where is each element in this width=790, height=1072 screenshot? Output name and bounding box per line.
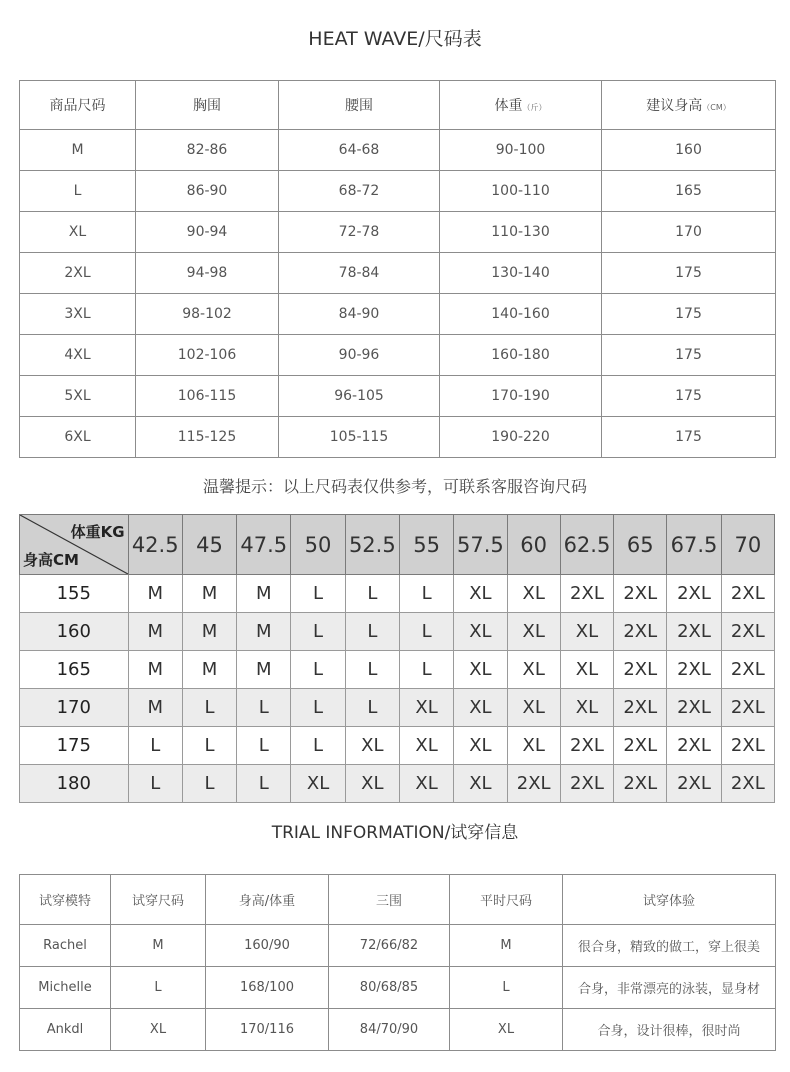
matrix-cell: M <box>182 613 236 651</box>
header-waist: 腰围 <box>279 81 440 130</box>
header-height-label: 建议身高 <box>646 98 703 114</box>
matrix-cell: 2XL <box>614 575 667 613</box>
chest-cell: 90-94 <box>136 212 279 253</box>
chest-cell: 94-98 <box>136 253 279 294</box>
usual-size-cell: L <box>450 967 563 1009</box>
trial-table <box>19 874 776 1051</box>
matrix-cell: L <box>237 689 291 727</box>
table-row <box>20 376 776 417</box>
matrix-cell: 2XL <box>560 727 613 765</box>
matrix-cell: XL <box>399 765 453 803</box>
matrix-cell: 2XL <box>614 689 667 727</box>
matrix-cell: XL <box>399 727 453 765</box>
matrix-cell: XL <box>345 727 399 765</box>
size-tip: 温馨提示：以上尺码表仅供参考，可联系客服咨询尺码 <box>202 477 587 496</box>
weight-col-header: 57.5 <box>454 515 507 575</box>
size-table-header <box>20 81 776 130</box>
weight-col-header: 50 <box>291 515 345 575</box>
height-cell: 175 <box>602 335 776 376</box>
matrix-cell: XL <box>291 765 345 803</box>
size-cell: 5XL <box>20 376 136 417</box>
chest-cell: 82-86 <box>136 130 279 171</box>
matrix-cell: M <box>237 575 291 613</box>
weight-cell: 160-180 <box>440 335 602 376</box>
weight-col-header: 42.5 <box>128 515 182 575</box>
weight-col-header: 67.5 <box>667 515 721 575</box>
matrix-cell: L <box>291 613 345 651</box>
height-cell: 175 <box>602 376 776 417</box>
matrix-cell: 2XL <box>667 575 721 613</box>
matrix-cell: L <box>182 727 236 765</box>
matrix-cell: XL <box>507 651 560 689</box>
matrix-cell: L <box>345 651 399 689</box>
matrix-cell: 2XL <box>721 575 774 613</box>
header-size: 商品尺码 <box>20 81 136 130</box>
matrix-cell: 2XL <box>667 727 721 765</box>
matrix-cell: L <box>291 575 345 613</box>
table-row <box>20 212 776 253</box>
header-usual-size: 平时尺码 <box>450 875 563 925</box>
matrix-cell: L <box>237 765 291 803</box>
matrix-cell: XL <box>454 727 507 765</box>
matrix-cell: XL <box>560 689 613 727</box>
matrix-cell: XL <box>507 727 560 765</box>
matrix-cell: 2XL <box>560 765 613 803</box>
weight-cell: 130-140 <box>440 253 602 294</box>
matrix-cell: 2XL <box>721 765 774 803</box>
height-row-header: 180 <box>20 765 129 803</box>
matrix-cell: L <box>399 613 453 651</box>
matrix-cell: L <box>291 727 345 765</box>
weight-col-header: 47.5 <box>237 515 291 575</box>
size-cell: 6XL <box>20 417 136 458</box>
matrix-cell: XL <box>454 575 507 613</box>
chest-cell: 102-106 <box>136 335 279 376</box>
table-row <box>20 171 776 212</box>
table-row <box>20 130 776 171</box>
height-row-header: 155 <box>20 575 129 613</box>
weight-axis-label: 体重KG <box>70 523 125 541</box>
trial-size-cell: XL <box>111 1009 206 1051</box>
size-cell: 4XL <box>20 335 136 376</box>
matrix-cell: 2XL <box>721 651 774 689</box>
height-cell: 160 <box>602 130 776 171</box>
height-cell: 175 <box>602 294 776 335</box>
chest-cell: 106-115 <box>136 376 279 417</box>
size-chart-title: HEAT WAVE/尺码表 <box>308 28 482 50</box>
weight-col-header: 60 <box>507 515 560 575</box>
matrix-cell: M <box>128 689 182 727</box>
waist-cell: 68-72 <box>279 171 440 212</box>
size-matrix <box>19 514 775 803</box>
height-unit: （CM） <box>702 103 731 112</box>
size-cell: 2XL <box>20 253 136 294</box>
matrix-cell: L <box>399 575 453 613</box>
matrix-cell: M <box>237 613 291 651</box>
measurements-cell: 72/66/82 <box>329 925 450 967</box>
matrix-cell: XL <box>560 613 613 651</box>
height-row-header: 160 <box>20 613 129 651</box>
matrix-cell: L <box>345 575 399 613</box>
matrix-cell: L <box>128 727 182 765</box>
matrix-cell: M <box>182 575 236 613</box>
weight-cell: 190-220 <box>440 417 602 458</box>
matrix-cell: 2XL <box>667 651 721 689</box>
size-table <box>19 80 776 458</box>
weight-cell: 100-110 <box>440 171 602 212</box>
size-cell: XL <box>20 212 136 253</box>
table-row <box>20 335 776 376</box>
model-cell: Michelle <box>20 967 111 1009</box>
table-row <box>20 294 776 335</box>
table-row <box>20 253 776 294</box>
experience-cell: 合身，设计很棒，很时尚 <box>563 1009 776 1051</box>
matrix-cell: 2XL <box>667 765 721 803</box>
matrix-cell: 2XL <box>614 727 667 765</box>
matrix-row <box>20 651 775 689</box>
matrix-row <box>20 727 775 765</box>
matrix-cell: M <box>182 651 236 689</box>
matrix-cell: XL <box>507 613 560 651</box>
waist-cell: 64-68 <box>279 130 440 171</box>
weight-col-header: 55 <box>399 515 453 575</box>
height-weight-cell: 168/100 <box>206 967 329 1009</box>
weight-col-header: 52.5 <box>345 515 399 575</box>
matrix-cell: XL <box>345 765 399 803</box>
measurements-cell: 80/68/85 <box>329 967 450 1009</box>
table-row <box>20 417 776 458</box>
matrix-cell: M <box>128 575 182 613</box>
size-cell: L <box>20 171 136 212</box>
matrix-cell: L <box>345 689 399 727</box>
experience-cell: 很合身，精致的做工，穿上很美 <box>563 925 776 967</box>
height-row-header: 165 <box>20 651 129 689</box>
matrix-cell: 2XL <box>667 613 721 651</box>
header-measurements: 三围 <box>329 875 450 925</box>
measurements-cell: 84/70/90 <box>329 1009 450 1051</box>
matrix-row <box>20 613 775 651</box>
weight-col-header: 65 <box>614 515 667 575</box>
experience-cell: 合身，非常漂亮的泳装，显身材 <box>563 967 776 1009</box>
weight-cell: 170-190 <box>440 376 602 417</box>
matrix-cell: M <box>128 613 182 651</box>
header-model: 试穿模特 <box>20 875 111 925</box>
matrix-cell: L <box>399 651 453 689</box>
matrix-cell: M <box>237 651 291 689</box>
matrix-cell: L <box>291 651 345 689</box>
usual-size-cell: M <box>450 925 563 967</box>
weight-cell: 110-130 <box>440 212 602 253</box>
header-weight-label: 体重 <box>494 98 523 114</box>
matrix-cell: M <box>128 651 182 689</box>
weight-cell: 140-160 <box>440 294 602 335</box>
waist-cell: 90-96 <box>279 335 440 376</box>
height-cell: 170 <box>602 212 776 253</box>
chest-cell: 86-90 <box>136 171 279 212</box>
waist-cell: 72-78 <box>279 212 440 253</box>
matrix-cell: 2XL <box>721 613 774 651</box>
trial-table-header <box>20 875 776 925</box>
matrix-cell: 2XL <box>667 689 721 727</box>
waist-cell: 96-105 <box>279 376 440 417</box>
matrix-cell: L <box>128 765 182 803</box>
matrix-row <box>20 765 775 803</box>
matrix-cell: XL <box>454 613 507 651</box>
header-weight <box>440 81 602 130</box>
height-cell: 175 <box>602 417 776 458</box>
matrix-cell: XL <box>560 651 613 689</box>
matrix-cell: 2XL <box>560 575 613 613</box>
height-weight-cell: 170/116 <box>206 1009 329 1051</box>
height-cell: 165 <box>602 171 776 212</box>
chest-cell: 115-125 <box>136 417 279 458</box>
matrix-cell: XL <box>399 689 453 727</box>
trial-title: TRIAL INFORMATION/试穿信息 <box>271 823 519 843</box>
matrix-corner <box>20 515 129 575</box>
weight-col-header: 45 <box>182 515 236 575</box>
matrix-cell: L <box>345 613 399 651</box>
matrix-cell: 2XL <box>614 651 667 689</box>
matrix-cell: L <box>182 765 236 803</box>
table-row <box>20 1009 776 1051</box>
header-chest: 胸围 <box>136 81 279 130</box>
matrix-row <box>20 575 775 613</box>
trial-size-cell: L <box>111 967 206 1009</box>
height-row-header: 170 <box>20 689 129 727</box>
waist-cell: 78-84 <box>279 253 440 294</box>
weight-col-header: 70 <box>721 515 774 575</box>
height-cell: 175 <box>602 253 776 294</box>
header-trial-size: 试穿尺码 <box>111 875 206 925</box>
usual-size-cell: XL <box>450 1009 563 1051</box>
matrix-cell: 2XL <box>721 727 774 765</box>
height-row-header: 175 <box>20 727 129 765</box>
waist-cell: 84-90 <box>279 294 440 335</box>
size-cell: M <box>20 130 136 171</box>
waist-cell: 105-115 <box>279 417 440 458</box>
matrix-cell: XL <box>507 689 560 727</box>
size-cell: 3XL <box>20 294 136 335</box>
header-height <box>602 81 776 130</box>
height-weight-cell: 160/90 <box>206 925 329 967</box>
matrix-cell: 2XL <box>614 765 667 803</box>
matrix-row <box>20 689 775 727</box>
height-axis-label: 身高CM <box>23 551 79 569</box>
table-row <box>20 967 776 1009</box>
matrix-header <box>20 515 775 575</box>
matrix-cell: 2XL <box>614 613 667 651</box>
header-experience: 试穿体验 <box>563 875 776 925</box>
table-row <box>20 925 776 967</box>
matrix-cell: XL <box>454 651 507 689</box>
matrix-cell: L <box>182 689 236 727</box>
trial-size-cell: M <box>111 925 206 967</box>
model-cell: Ankdl <box>20 1009 111 1051</box>
weight-cell: 90-100 <box>440 130 602 171</box>
header-height-weight: 身高/体重 <box>206 875 329 925</box>
matrix-cell: XL <box>454 765 507 803</box>
matrix-cell: XL <box>454 689 507 727</box>
matrix-cell: L <box>291 689 345 727</box>
matrix-cell: L <box>237 727 291 765</box>
matrix-cell: 2XL <box>507 765 560 803</box>
matrix-cell: XL <box>507 575 560 613</box>
matrix-cell: 2XL <box>721 689 774 727</box>
weight-unit: （斤） <box>522 103 547 112</box>
chest-cell: 98-102 <box>136 294 279 335</box>
weight-col-header: 62.5 <box>560 515 613 575</box>
model-cell: Rachel <box>20 925 111 967</box>
